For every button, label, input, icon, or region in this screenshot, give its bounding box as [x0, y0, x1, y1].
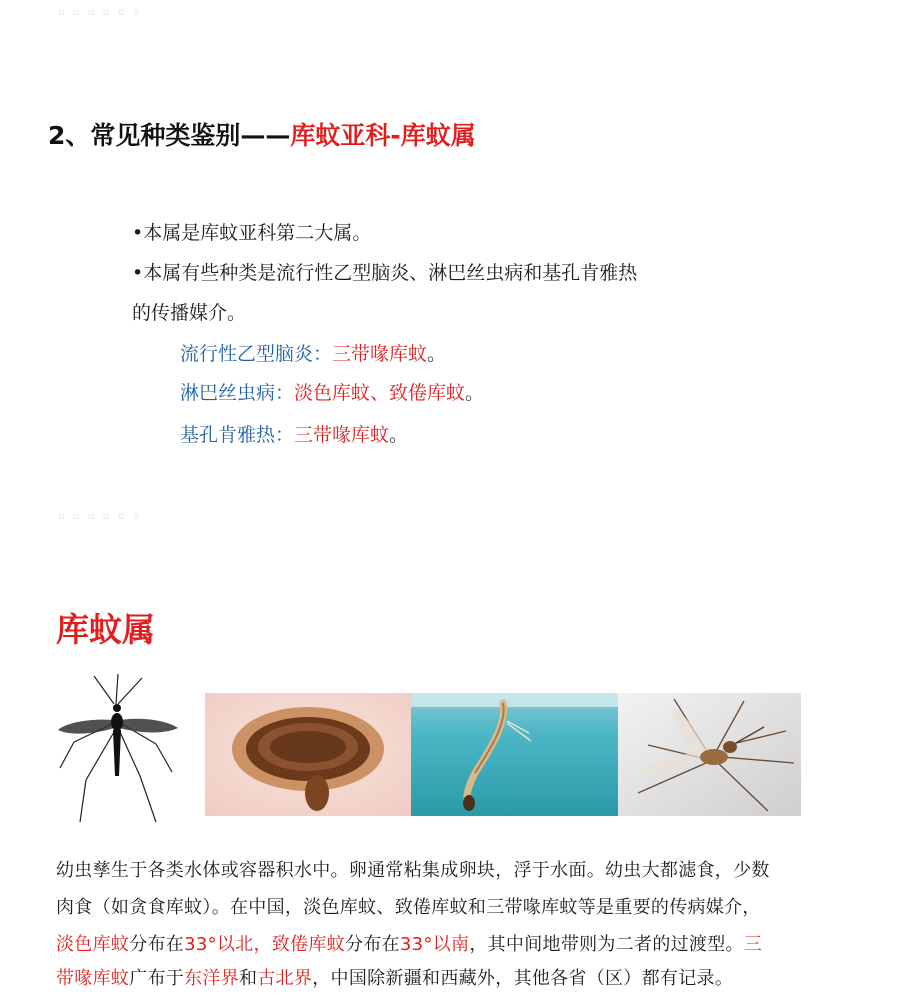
title-highlight: 库蚊亚科-库蚊属 [290, 121, 476, 150]
paragraph-line-1: 幼虫孳生于各类水体或容器积水中。卵通常粘集成卵块，浮于水面。幼虫大都滤食，少数 [56, 860, 770, 881]
paragraph-line-3: 淡色库蚊分布在33°以北，致倦库蚊分布在33°以南，其中间地带则为二者的过渡型。三 [56, 934, 763, 955]
larva-image [411, 693, 618, 816]
title-prefix: 2、常见种类鉴别—— [48, 121, 291, 150]
bullet-1: •本属是库蚊亚科第二大属。 [132, 222, 372, 244]
disease-name: 淋巴丝虫病 [180, 382, 276, 404]
egg-raft-image [205, 693, 411, 816]
bullet-2: •本属有些种类是流行性乙型脑炎、淋巴丝虫病和基孔肯雅热 [132, 262, 638, 284]
vector-species: 淡色库蚊、致倦库蚊 [294, 382, 466, 404]
adult-mosquito-icon [618, 693, 801, 816]
mosquito-drawing-image [56, 672, 180, 824]
vector-row-1: 流行性乙型脑炎：三带喙库蚊。 [180, 343, 447, 365]
vector-row-2: 淋巴丝虫病：淡色库蚊、致倦库蚊。 [180, 382, 485, 404]
egg-raft-icon [205, 693, 411, 816]
paragraph-line-4: 带喙库蚊广布于东洋界和古北界，中国除新疆和西藏外，其他各省（区）都有记录。 [56, 968, 734, 989]
vector-species: 三带喙库蚊 [332, 343, 428, 365]
adult-mosquito-image [618, 693, 801, 816]
vector-row-3: 基孔肯雅热：三带喙库蚊。 [180, 424, 409, 446]
disease-name: 流行性乙型脑炎 [180, 343, 314, 365]
larva-icon [411, 693, 618, 816]
mosquito-drawing-icon [56, 672, 180, 824]
bullet-2-continued: 的传播媒介。 [132, 302, 247, 324]
slide1-title [48, 116, 476, 152]
faint-header-marks: ▫ ▫ ▫ ▫ ▫ ▫ [58, 8, 142, 18]
faint-divider-marks: ▫ ▫ ▫ ▫ ▫ ▫ [58, 512, 142, 522]
paragraph-line-2: 肉食（如贪食库蚊）。在中国，淡色库蚊、致倦库蚊和三带喙库蚊等是重要的传病媒介， [56, 897, 761, 918]
disease-name: 基孔肯雅热 [180, 424, 276, 446]
slide2-title: 库蚊属 [56, 610, 155, 649]
vector-species: 三带喙库蚊 [294, 424, 390, 446]
